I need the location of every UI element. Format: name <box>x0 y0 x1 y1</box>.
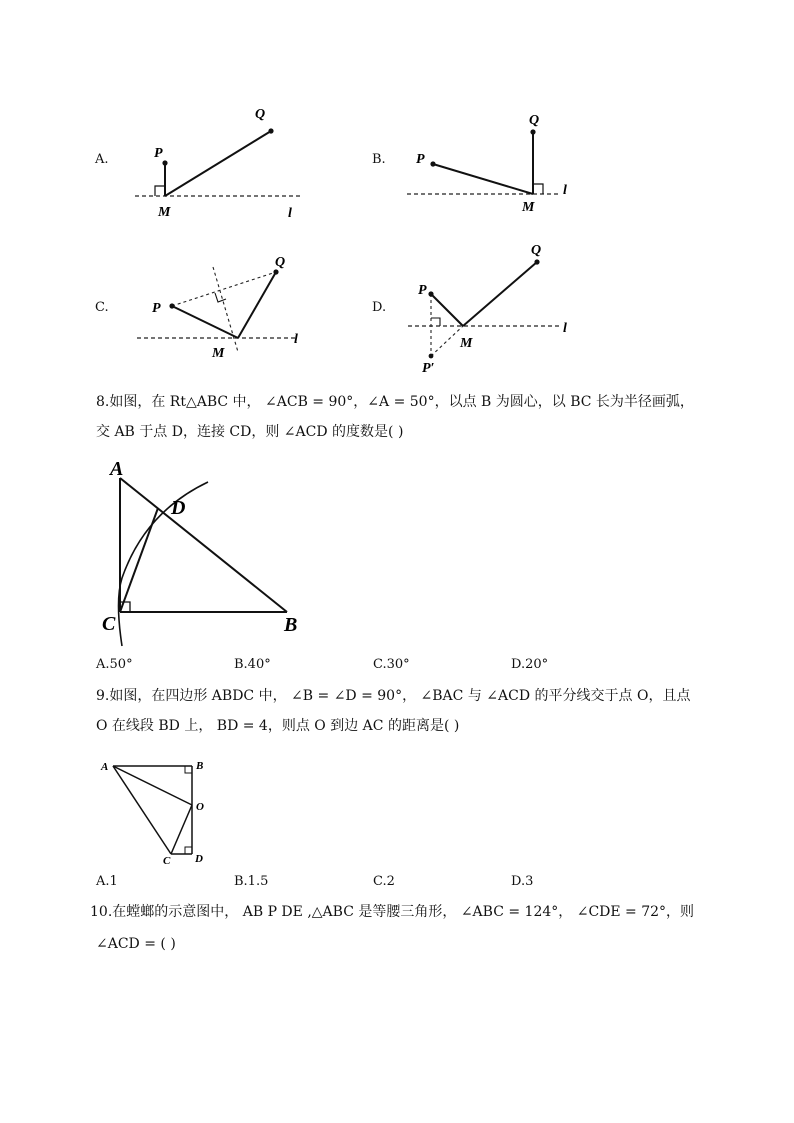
label-o: O <box>196 801 204 813</box>
point-q <box>273 269 278 274</box>
figure-8 <box>95 450 325 650</box>
q9-option-c[interactable]: C.2 <box>373 874 395 889</box>
right-angle-mark-b <box>185 766 192 773</box>
q8-option-b[interactable]: B.40° <box>234 657 271 672</box>
figure-7d <box>400 235 590 375</box>
label-m: M <box>460 336 473 351</box>
option-c-label: C. <box>95 300 109 315</box>
label-p: P <box>418 283 427 298</box>
label-p: P <box>152 301 161 316</box>
point-p <box>428 291 433 296</box>
label-q: Q <box>531 243 542 258</box>
segment-ca <box>113 766 171 854</box>
label-b: B <box>196 760 204 772</box>
q9-option-b[interactable]: B.1.5 <box>234 874 269 889</box>
dashed-p-prime-m <box>431 326 463 356</box>
label-l: l <box>294 332 298 347</box>
option-a-label: A. <box>95 152 109 167</box>
label-q: Q <box>529 113 540 128</box>
label-m: M <box>212 346 225 361</box>
segment-pm <box>172 306 238 338</box>
label-l: l <box>563 321 567 336</box>
label-l: l <box>563 183 567 198</box>
right-angle-mark-d <box>185 847 192 854</box>
figure-9 <box>95 752 225 872</box>
label-m: M <box>158 205 171 220</box>
question-10-line-2: ∠ACD = ( ) <box>96 936 176 952</box>
perpendicular-bisector <box>213 267 238 352</box>
q8-option-a[interactable]: A.50° <box>96 657 133 672</box>
segment-mq <box>238 272 276 338</box>
point-q <box>268 128 273 133</box>
right-angle-mark <box>215 293 226 302</box>
label-m: M <box>522 200 535 215</box>
label-d: D <box>171 497 186 519</box>
label-q: Q <box>255 107 266 122</box>
right-angle-mark <box>155 186 165 196</box>
question-8-line-1: 8.如图，在 Rt△ABC 中， ∠ACB = 90°，∠A = 50°，以点 B 为圆心，以 BC 长为半径画弧， <box>96 394 694 410</box>
label-d: D <box>195 853 203 865</box>
q9-option-d[interactable]: D.3 <box>511 874 534 889</box>
option-d-label: D. <box>372 300 387 315</box>
label-p: P <box>154 146 163 161</box>
point-p <box>430 161 435 166</box>
segment-mq <box>463 262 537 326</box>
figure-7b <box>400 100 590 220</box>
segment-pm <box>433 164 533 194</box>
label-a: A <box>110 458 124 480</box>
question-8-line-2: 交 AB 于点 D，连接 CD，则 ∠ACD 的度数是( ) <box>96 424 404 440</box>
label-p: P <box>416 152 425 167</box>
label-b: B <box>284 614 298 636</box>
point-q <box>534 259 539 264</box>
arc-centered-b <box>119 482 209 646</box>
question-10-line-1: 10.在螳螂的示意图中， AB P DE ,△ABC 是等腰三角形， ∠ABC = 124°， ∠CDE = 72°，则 <box>90 904 695 920</box>
question-9-line-2: O 在线段 BD 上， BD = 4，则点 O 到边 AC 的距离是( ) <box>96 718 460 734</box>
label-c: C <box>102 613 116 635</box>
q9-option-a[interactable]: A.1 <box>96 874 118 889</box>
question-9-line-1: 9.如图，在四边形 ABDC 中， ∠B = ∠D = 90°， ∠BAC 与 ∠ACD 的平分线交于点 O，且点 <box>96 688 691 704</box>
segment-mq <box>165 131 271 196</box>
point-q <box>530 129 535 134</box>
label-p-prime: P′ <box>422 361 435 375</box>
label-c: C <box>163 855 171 867</box>
right-angle-mark <box>431 318 440 326</box>
label-l: l <box>288 206 292 221</box>
point-p <box>162 160 167 165</box>
q8-option-d[interactable]: D.20° <box>511 657 549 672</box>
point-p-prime <box>429 354 434 359</box>
figure-7c <box>130 245 320 370</box>
q8-option-c[interactable]: C.30° <box>373 657 410 672</box>
point-p <box>169 303 174 308</box>
option-b-label: B. <box>372 152 386 167</box>
figure-7a <box>130 95 320 225</box>
right-angle-mark <box>533 184 543 194</box>
label-q: Q <box>275 255 286 270</box>
segment-ao <box>113 766 192 805</box>
label-a: A <box>101 761 109 773</box>
segment-pm <box>431 294 463 326</box>
